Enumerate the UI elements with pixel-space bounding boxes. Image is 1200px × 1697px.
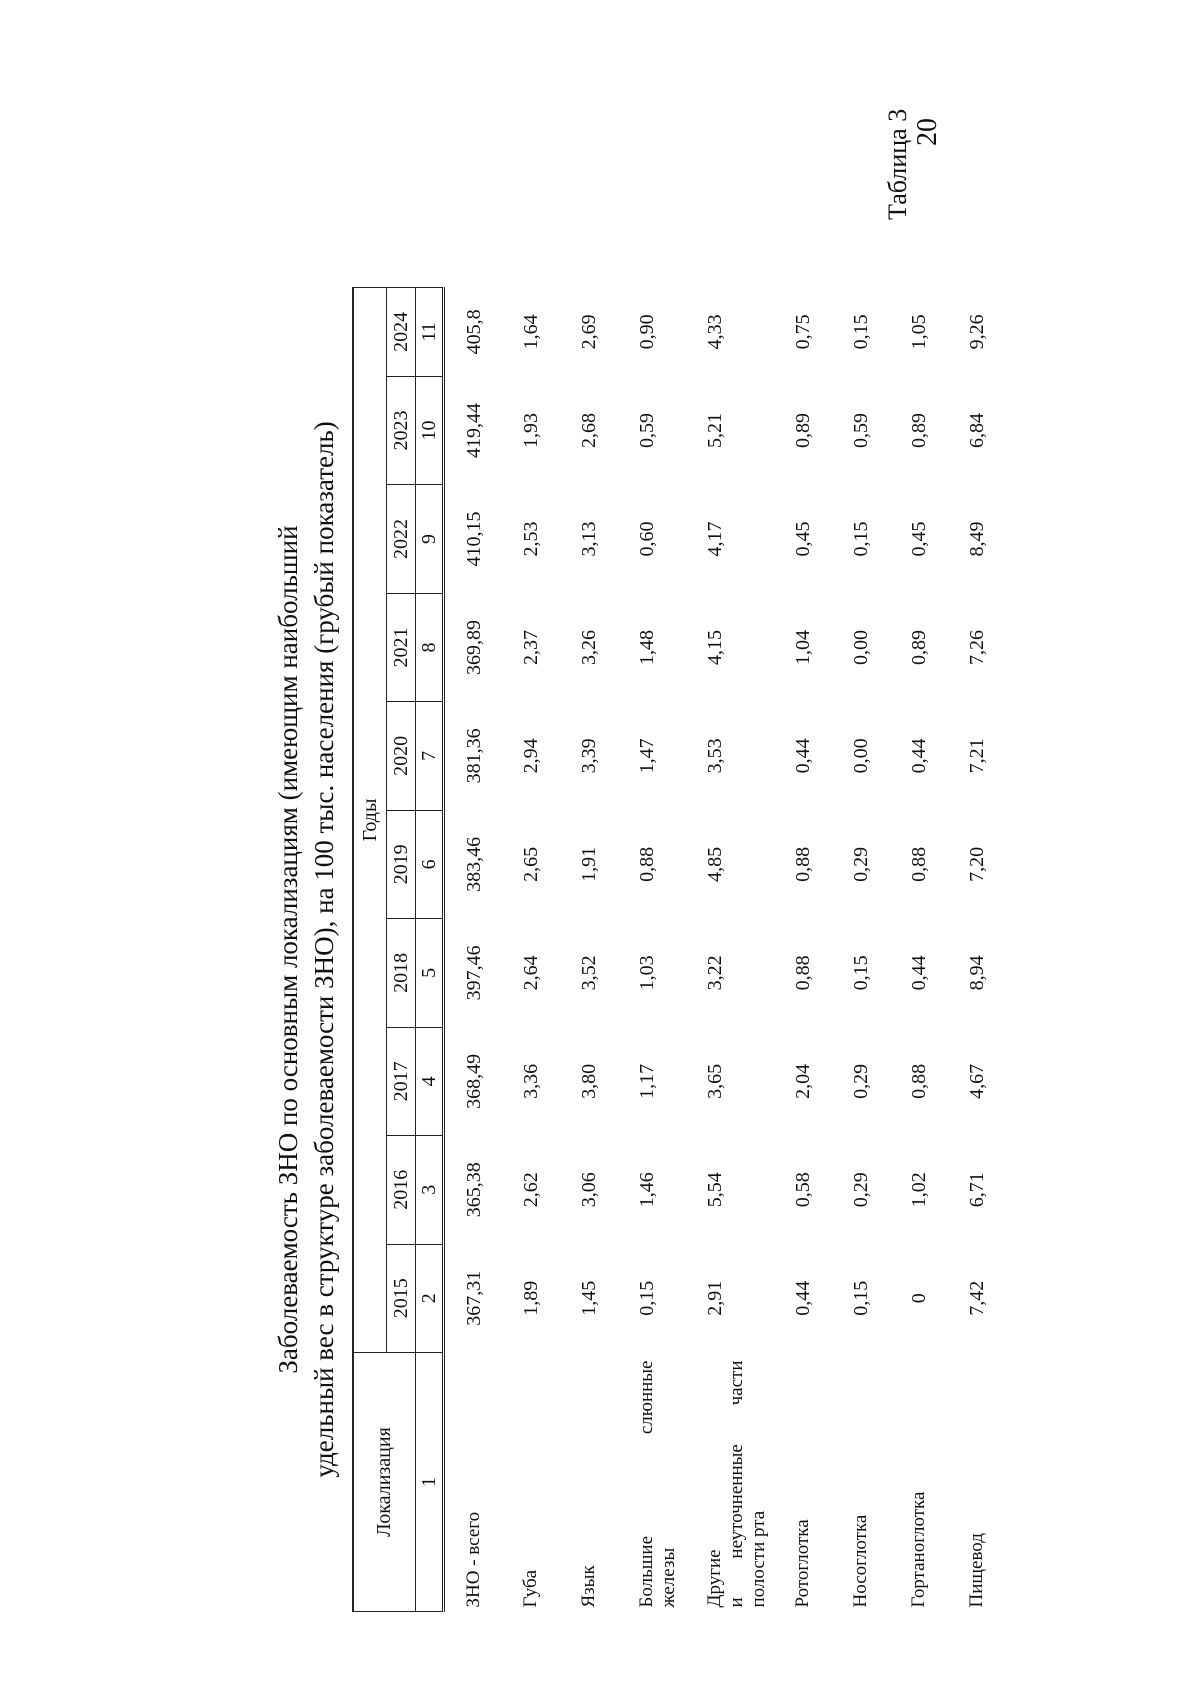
table-cell: 397,46 bbox=[463, 945, 485, 1001]
column-number: 6 bbox=[416, 810, 444, 918]
table-cell: 0,59 bbox=[849, 413, 872, 449]
column-number: 9 bbox=[416, 485, 444, 593]
table-cell: 0,60 bbox=[635, 521, 658, 557]
name-part: Большие bbox=[635, 1535, 657, 1608]
column-number: 3 bbox=[416, 1136, 444, 1244]
column-number: 10 bbox=[416, 376, 444, 484]
table-cell: 0,90 bbox=[635, 314, 658, 350]
name-part: Другие bbox=[703, 1549, 725, 1608]
table-cell: 3,36 bbox=[519, 1063, 542, 1099]
table-cell: 2,64 bbox=[519, 955, 542, 991]
table-cell: 2,53 bbox=[519, 521, 542, 557]
table-cell: 0,75 bbox=[791, 314, 814, 350]
table-cell: 383,46 bbox=[463, 836, 485, 892]
table-cell: 381,36 bbox=[463, 728, 485, 784]
header-years: Годы bbox=[353, 288, 387, 1353]
table-cell: 6,71 bbox=[965, 1172, 988, 1208]
table-cell: 0,44 bbox=[791, 1280, 814, 1316]
table-cell: 1,93 bbox=[519, 413, 542, 449]
incidence-table bbox=[352, 287, 1006, 1612]
row-localization: Ротоглотка bbox=[791, 1519, 813, 1608]
table-row bbox=[686, 288, 774, 1612]
header-row-numbers bbox=[416, 288, 444, 1612]
column-number: 5 bbox=[416, 919, 444, 1027]
table-cell: 0,88 bbox=[791, 955, 814, 991]
row-localization: Гортаноглотка bbox=[907, 1491, 929, 1608]
table-cell: 4,33 bbox=[703, 314, 726, 350]
table-cell: 0,29 bbox=[849, 1063, 872, 1099]
table-cell: 4,67 bbox=[965, 1063, 988, 1099]
name-part: железы bbox=[657, 1547, 679, 1608]
table-cell: 4,85 bbox=[703, 846, 726, 882]
table-cell: 1,91 bbox=[577, 846, 600, 882]
table-cell: 2,65 bbox=[519, 846, 542, 882]
table-cell: 8,94 bbox=[965, 955, 988, 991]
year-header: 2021 bbox=[387, 593, 416, 701]
column-number: 8 bbox=[416, 593, 444, 701]
table-cell: 0,89 bbox=[907, 629, 930, 665]
table-cell: 2,91 bbox=[703, 1280, 726, 1316]
table-cell: 7,26 bbox=[965, 629, 988, 665]
row-localization bbox=[686, 1353, 774, 1612]
table-cell: 0,44 bbox=[907, 738, 930, 774]
table-cell: 0,29 bbox=[849, 846, 872, 882]
table-cell: 0,89 bbox=[907, 413, 930, 449]
row-localization: Язык bbox=[577, 1565, 599, 1608]
year-header: 2015 bbox=[387, 1244, 416, 1352]
table-cell: 3,06 bbox=[577, 1172, 600, 1208]
table-cell: 419,44 bbox=[463, 403, 485, 459]
table-cell: 1,03 bbox=[635, 955, 658, 991]
name-part: части bbox=[725, 1360, 747, 1406]
table-cell: 0,45 bbox=[907, 521, 930, 557]
table-cell: 2,04 bbox=[791, 1063, 814, 1099]
table-cell: 2,68 bbox=[577, 413, 600, 449]
table-cell: 0,15 bbox=[849, 521, 872, 557]
table-row bbox=[774, 288, 832, 1612]
year-header: 2020 bbox=[387, 702, 416, 810]
column-number: 4 bbox=[416, 1027, 444, 1135]
table-title bbox=[270, 287, 342, 1612]
header-localization: Локализация bbox=[353, 1353, 416, 1612]
name-part: полости рта bbox=[747, 1510, 769, 1608]
table-cell: 0,15 bbox=[849, 955, 872, 991]
row-localization: ЗНО - всего bbox=[463, 1511, 484, 1608]
table-cell: 0,88 bbox=[907, 1063, 930, 1099]
table-cell: 0,15 bbox=[849, 314, 872, 350]
table-cell: 1,05 bbox=[907, 314, 930, 350]
table-cell: 3,52 bbox=[577, 955, 600, 991]
table-cell: 2,94 bbox=[519, 738, 542, 774]
table-cell: 7,42 bbox=[965, 1280, 988, 1316]
table-cell: 0 bbox=[907, 1293, 930, 1304]
title-line-2: удельный вес в структуре заболеваемости ЗНО), на 100 тыс. населения (грубый показатель) bbox=[309, 421, 339, 1478]
table-row bbox=[890, 288, 948, 1612]
table-cell: 9,26 bbox=[965, 314, 988, 350]
table-cell: 3,80 bbox=[577, 1063, 600, 1099]
table-body bbox=[444, 288, 1006, 1612]
table-cell: 2,62 bbox=[519, 1172, 542, 1208]
table-cell: 1,04 bbox=[791, 629, 814, 665]
table-cell: 0,00 bbox=[849, 629, 872, 665]
table-row bbox=[444, 288, 502, 1612]
table-cell: 1,89 bbox=[519, 1280, 542, 1316]
table-cell: 0,00 bbox=[849, 738, 872, 774]
table-row bbox=[832, 288, 890, 1612]
year-header: 2024 bbox=[387, 288, 416, 377]
table-cell: 0,59 bbox=[635, 413, 658, 449]
title-line-1: Заболеваемость ЗНО по основным локализациям (имеющим наибольший bbox=[273, 525, 303, 1374]
table-cell: 1,17 bbox=[635, 1063, 658, 1099]
table-cell: 0,88 bbox=[791, 846, 814, 882]
table-cell: 1,02 bbox=[907, 1172, 930, 1208]
name-part: неуточненные bbox=[725, 1444, 747, 1559]
table-cell: 7,20 bbox=[965, 846, 988, 882]
name-part: слюнные bbox=[635, 1360, 657, 1435]
table-cell: 5,21 bbox=[703, 413, 726, 449]
table-cell: 0,15 bbox=[635, 1280, 658, 1316]
name-part: и bbox=[725, 1597, 747, 1608]
year-header: 2018 bbox=[387, 919, 416, 1027]
table-cell: 4,15 bbox=[703, 629, 726, 665]
table-cell: 3,26 bbox=[577, 629, 600, 665]
table-cell: 1,48 bbox=[635, 629, 658, 665]
table-row bbox=[502, 288, 560, 1612]
rotated-content bbox=[270, 287, 988, 1612]
table-cell: 4,17 bbox=[703, 521, 726, 557]
table-row bbox=[560, 288, 618, 1612]
year-header: 2019 bbox=[387, 810, 416, 918]
table-cell: 6,84 bbox=[965, 413, 988, 449]
table-cell: 1,64 bbox=[519, 314, 542, 350]
table-cell: 0,89 bbox=[791, 413, 814, 449]
table-cell: 2,69 bbox=[577, 314, 600, 350]
table-cell: 3,65 bbox=[703, 1063, 726, 1099]
table-row bbox=[948, 288, 1006, 1612]
table-cell: 405,8 bbox=[463, 309, 485, 355]
table-cell: 0,15 bbox=[849, 1280, 872, 1316]
column-number: 2 bbox=[416, 1244, 444, 1352]
table-cell: 0,29 bbox=[849, 1172, 872, 1208]
row-localization bbox=[618, 1353, 686, 1612]
table-cell: 367,31 bbox=[463, 1270, 485, 1326]
table-cell: 2,37 bbox=[519, 629, 542, 665]
column-number: 1 bbox=[416, 1353, 444, 1612]
column-number: 7 bbox=[416, 702, 444, 810]
column-number: 11 bbox=[416, 288, 444, 377]
table-cell: 3,39 bbox=[577, 738, 600, 774]
table-cell: 369,89 bbox=[463, 619, 485, 675]
year-header: 2017 bbox=[387, 1027, 416, 1135]
table-cell: 1,46 bbox=[635, 1172, 658, 1208]
table-cell: 0,44 bbox=[907, 955, 930, 991]
table-label-text: Таблица 3 bbox=[883, 108, 912, 220]
table-cell: 0,44 bbox=[791, 738, 814, 774]
table-cell: 3,13 bbox=[577, 521, 600, 557]
table-cell: 0,88 bbox=[635, 846, 658, 882]
table-cell: 1,45 bbox=[577, 1280, 600, 1316]
table-cell: 1,47 bbox=[635, 738, 658, 774]
year-header: 2016 bbox=[387, 1136, 416, 1244]
header-row-group bbox=[353, 288, 387, 1612]
row-localization: Пищевод bbox=[965, 1533, 987, 1608]
year-header: 2022 bbox=[387, 485, 416, 593]
row-localization: Губа bbox=[519, 1569, 541, 1608]
table-cell: 0,45 bbox=[791, 521, 814, 557]
table-row bbox=[618, 288, 686, 1612]
table-cell: 410,15 bbox=[463, 511, 485, 567]
table-cell: 368,49 bbox=[463, 1053, 485, 1109]
row-localization: Носоглотка bbox=[849, 1514, 871, 1608]
table-cell: 0,88 bbox=[907, 846, 930, 882]
table-cell: 8,49 bbox=[965, 521, 988, 557]
table-cell: 3,22 bbox=[703, 955, 726, 991]
page-number: 20 bbox=[912, 118, 943, 146]
year-header: 2023 bbox=[387, 376, 416, 484]
table-cell: 0,58 bbox=[791, 1172, 814, 1208]
table-cell: 365,38 bbox=[463, 1162, 485, 1218]
table-cell: 3,53 bbox=[703, 738, 726, 774]
table-label bbox=[878, 100, 918, 220]
table-cell: 7,21 bbox=[965, 738, 988, 774]
table-cell: 5,54 bbox=[703, 1172, 726, 1208]
